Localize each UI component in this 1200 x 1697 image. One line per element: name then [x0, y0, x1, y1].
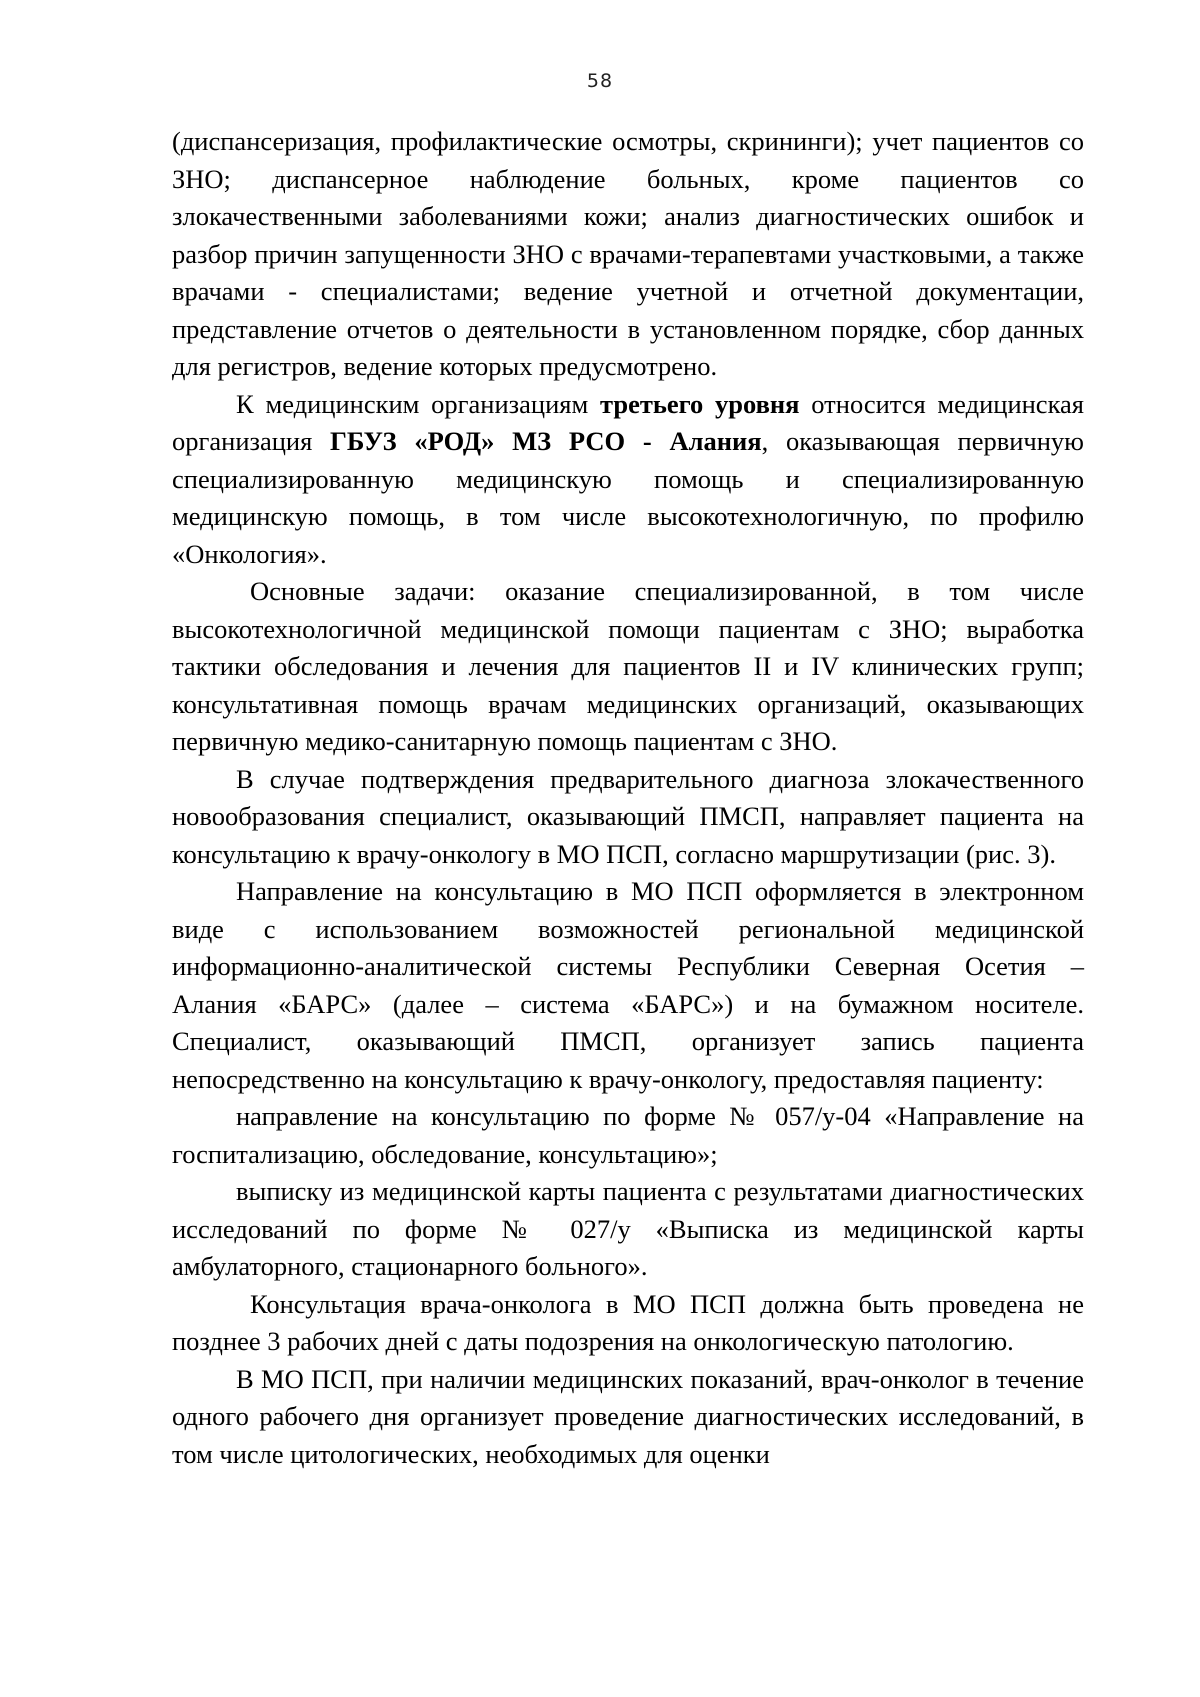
paragraph — [172, 573, 1084, 761]
text-segment: В МО ПСП, при наличии медицинских показаний, врач-онколог в течение одного рабочего дня организует проведение диагностических исследований, в том числе цитологических, необходимых для оценки — [172, 1363, 1084, 1469]
paragraph — [172, 873, 1084, 1098]
text-segment: В случае подтверждения предварительного диагноза злокачественного новообразования специалист, оказывающий ПМСП, направляет пациента на консультацию к врачу-онкологу в МО ПСП, согласно маршрутизации (рис. 3). — [172, 763, 1084, 869]
paragraph — [172, 386, 1084, 574]
text-segment: Направление на консультацию в МО ПСП оформляется в электронном виде с использованием возможностей региональной медицинской информационно-аналитической системы Республики Северная Осетия – Алания «БАРС» (далее – система «БАРС») и на бумажном носителе. Специалист, оказывающий ПМСП, организует запись пациента непосредственно на консультацию к врачу-онкологу, предоставляя пациенту: — [172, 876, 1084, 1094]
list-paragraph — [172, 1173, 1084, 1286]
paragraph — [172, 1361, 1084, 1474]
bold-text-segment: ГБУЗ «РОД» МЗ РСО - Алания — [330, 426, 762, 456]
text-segment: Основные задачи: оказание специализированной, в том числе высокотехнологичной медицинской помощи пациентам с ЗНО; выработка тактики обследования и лечения для пациентов II и IV клинических групп; консультативная помощь врачам медицинских организаций, оказывающих первичную медико-санитарную помощь пациентам с ЗНО. — [172, 576, 1084, 756]
text-segment: относится медицинская организация — [172, 388, 1084, 456]
text-segment: , оказывающая первичную специализированную медицинскую помощь и специализированную медицинскую помощь, в том числе высокотехнологичную, по профилю «Онкология». — [172, 426, 1084, 569]
paragraph — [172, 1286, 1084, 1361]
document-body — [172, 123, 1084, 1473]
bold-text-segment: третьего уровня — [600, 388, 800, 419]
text-segment: направление на консультацию по форме № 057/у-04 «Направление на госпитализацию, обследование, консультацию»; — [172, 1101, 1084, 1169]
paragraph — [172, 123, 1084, 386]
text-segment: Консультация врача-онколога в МО ПСП должна быть проведена не позднее 3 рабочих дней с даты подозрения на онкологическую патологию. — [172, 1288, 1084, 1356]
text-segment: К медицинским организациям — [236, 388, 600, 419]
paragraph — [172, 761, 1084, 874]
text-segment: выписку из медицинской карты пациента с результатами диагностических исследований по форме № 027/у «Выписка из медицинской карты амбулаторного, стационарного больного». — [172, 1176, 1084, 1281]
page-number: 58 — [586, 70, 614, 92]
text-segment: (диспансеризация, профилактические осмотры, скрининги); учет пациентов со ЗНО; диспансерное наблюдение больных, кроме пациентов со злокачественными заболеваниями кожи; анализ диагностических ошибок и разбор причин запущенности ЗНО с врачами-терапевтами участковыми, а также врачами - специалистами; ведение учетной и отчетной документации, представление отчетов о деятельности в установленном порядке, сбор данных для регистров, ведение которых предусмотрено. — [172, 126, 1084, 381]
list-paragraph — [172, 1098, 1084, 1173]
